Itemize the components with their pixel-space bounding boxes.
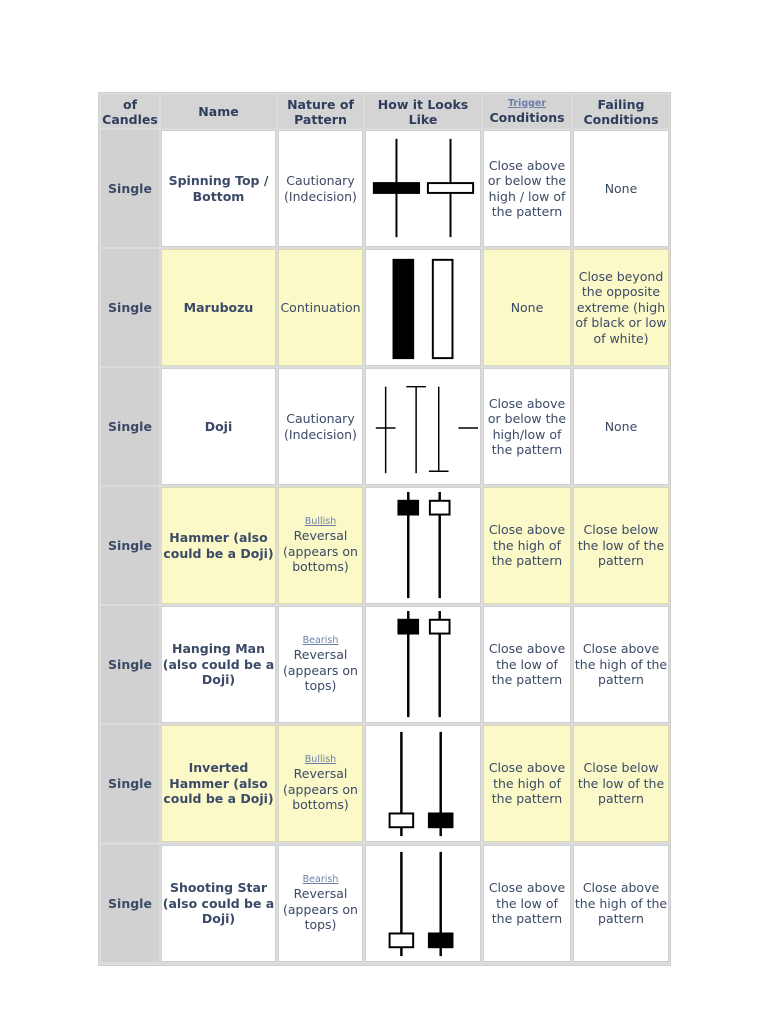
cell-content (484, 760, 570, 807)
black-inverted-body (429, 813, 453, 827)
candlestick-svg (366, 368, 480, 485)
nature-link[interactable]: Bearish (302, 635, 339, 647)
nature-link[interactable]: Bullish (304, 516, 337, 528)
header-looks-label: How it Looks Like (377, 96, 469, 127)
row-1-failing-cell (573, 130, 669, 247)
candlestick-patterns-table (98, 92, 671, 966)
white-inverted-body (390, 813, 414, 827)
row-2-candle-diagram (365, 249, 481, 366)
white-candle-body (428, 183, 473, 193)
trigger-text: Close above the low of the pattern (488, 880, 566, 927)
failing-text: Close above the high of the pattern (574, 641, 668, 688)
cell-content (484, 641, 570, 688)
name-text: Marubozu (183, 299, 254, 315)
row-6-nature-cell (278, 725, 363, 842)
candlestick-svg (366, 130, 480, 247)
nature-link[interactable]: Bullish (304, 754, 337, 766)
row-4-nature-cell (278, 487, 363, 604)
cell-content (279, 635, 363, 694)
name-text: Hanging Man (also could be a Doji) (162, 641, 275, 688)
row-5-candles-cell (101, 606, 159, 723)
white-hammer-body (430, 501, 450, 515)
row-7-candles-cell (101, 845, 159, 962)
row-4-candles-cell (101, 487, 159, 604)
trigger-text: Close above the low of the pattern (488, 641, 566, 688)
failing-text: Close above the high of the pattern (574, 880, 668, 927)
candles-count: Single (108, 418, 152, 434)
row-5-candle-diagram (365, 606, 481, 723)
name-text: Hammer (also could be a Doji) (163, 530, 274, 561)
cell-content (573, 419, 669, 435)
cell-content (484, 158, 570, 220)
cell-content (163, 880, 275, 927)
failing-text: Close below the low of the pattern (577, 760, 665, 807)
candles-count: Single (108, 775, 152, 791)
candlestick-svg (366, 249, 480, 366)
black-marubozu-body (394, 260, 414, 358)
row-4-trigger-cell (483, 487, 571, 604)
row-5-trigger-cell (483, 606, 571, 723)
row-6-candle-diagram (365, 725, 481, 842)
failing-text: Close below the low of the pattern (577, 522, 665, 569)
row-6-name-cell (161, 725, 276, 842)
cell-content (279, 173, 363, 204)
row-2-name-cell (161, 249, 276, 366)
nature-text: Continuation (280, 299, 361, 315)
trigger-text: Close above or below the high / low of the pattern (487, 157, 567, 219)
row-1-candle-diagram (365, 130, 481, 247)
row-3-candle-diagram (365, 368, 481, 485)
row-2-candles-cell (101, 249, 159, 366)
nature-text: Cautionary (Indecision) (284, 411, 357, 442)
row-5-nature-cell (278, 606, 363, 723)
row-4-name-cell (161, 487, 276, 604)
row-4-candle-diagram (365, 487, 481, 604)
row-7-name-cell (161, 845, 276, 962)
cell-content (163, 760, 275, 807)
row-1-nature-cell (278, 130, 363, 247)
row-2-trigger-cell (483, 249, 571, 366)
candlestick-svg (366, 845, 480, 962)
candles-count: Single (108, 895, 152, 911)
nature-text: Cautionary (Indecision) (284, 173, 357, 204)
row-1-trigger-cell (483, 130, 571, 247)
nature-text: Reversal (appears on bottoms) (283, 528, 358, 575)
candlestick-svg (366, 725, 480, 842)
name-text: Doji (204, 418, 233, 434)
row-3-failing-cell (573, 368, 669, 485)
nature-text: Reversal (appears on tops) (283, 886, 358, 933)
row-6-failing-cell (573, 725, 669, 842)
candles-count: Single (108, 180, 152, 196)
header-nature (278, 95, 363, 128)
row-2-nature-cell (278, 249, 363, 366)
row-5-failing-cell (573, 606, 669, 723)
cell-content (163, 300, 275, 316)
white-hammer-body (430, 620, 450, 634)
row-3-name-cell (161, 368, 276, 485)
header-trigger (483, 95, 571, 128)
cell-content (573, 269, 669, 347)
cell-content (279, 411, 363, 442)
header-failing-label: Failing Conditions (583, 96, 659, 127)
cell-content (484, 522, 570, 569)
nature-text: Reversal (appears on bottoms) (283, 766, 358, 813)
cell-content (484, 880, 570, 927)
cell-content (484, 396, 570, 458)
cell-content (163, 641, 275, 688)
header-looks (365, 95, 481, 128)
black-hammer-body (398, 620, 418, 634)
trigger-text: Close above or below the high/low of the pattern (487, 395, 567, 457)
header-failing (573, 95, 669, 128)
cell-content (573, 880, 669, 927)
name-text: Shooting Star (also could be a Doji) (162, 880, 275, 927)
name-text: Inverted Hammer (also could be a Doji) (163, 760, 274, 807)
cell-content (573, 760, 669, 807)
row-1-name-cell (161, 130, 276, 247)
row-3-trigger-cell (483, 368, 571, 485)
name-text: Spinning Top / Bottom (168, 173, 269, 204)
row-7-trigger-cell (483, 845, 571, 962)
row-7-candle-diagram (365, 845, 481, 962)
row-5-name-cell (161, 606, 276, 723)
header-candles-label: of Candles (102, 96, 158, 127)
cell-content (279, 874, 363, 933)
failing-text: Close beyond the opposite extreme (high of black or low of white) (575, 268, 667, 346)
white-marubozu-body (433, 260, 453, 358)
nature-link[interactable]: Bearish (302, 874, 339, 886)
row-6-candles-cell (101, 725, 159, 842)
header-trigger-label: Conditions (489, 110, 565, 125)
candles-count: Single (108, 537, 152, 553)
row-1-candles-cell (101, 130, 159, 247)
nature-text: Reversal (appears on tops) (283, 647, 358, 694)
black-star-body (429, 933, 453, 947)
cell-content (163, 419, 275, 435)
row-3-nature-cell (278, 368, 363, 485)
cell-content (573, 181, 669, 197)
cell-content (573, 641, 669, 688)
trigger-link[interactable]: Trigger (507, 98, 547, 109)
row-7-failing-cell (573, 845, 669, 962)
trigger-text: Close above the high of the pattern (488, 522, 566, 569)
candles-count: Single (108, 656, 152, 672)
cell-content (573, 522, 669, 569)
cell-content (163, 173, 275, 204)
header-name (161, 95, 276, 128)
row-3-candles-cell (101, 368, 159, 485)
cell-content (279, 754, 363, 813)
failing-text: None (604, 418, 638, 434)
black-hammer-body (398, 501, 418, 515)
trigger-text: None (510, 299, 544, 315)
candlestick-svg (366, 487, 480, 604)
row-7-nature-cell (278, 845, 363, 962)
cell-content (163, 530, 275, 561)
trigger-text: Close above the high of the pattern (488, 760, 566, 807)
cell-content (279, 516, 363, 575)
row-6-trigger-cell (483, 725, 571, 842)
candlestick-svg (366, 606, 480, 723)
cell-content (484, 300, 570, 316)
header-name-label: Name (198, 104, 239, 119)
header-nature-label: Nature of Pattern (287, 96, 354, 127)
failing-text: None (604, 180, 638, 196)
white-star-body (390, 933, 414, 947)
row-2-failing-cell (573, 249, 669, 366)
header-candles (101, 95, 159, 128)
row-4-failing-cell (573, 487, 669, 604)
cell-content (279, 300, 363, 316)
black-candle-body (374, 183, 419, 193)
candles-count: Single (108, 299, 152, 315)
